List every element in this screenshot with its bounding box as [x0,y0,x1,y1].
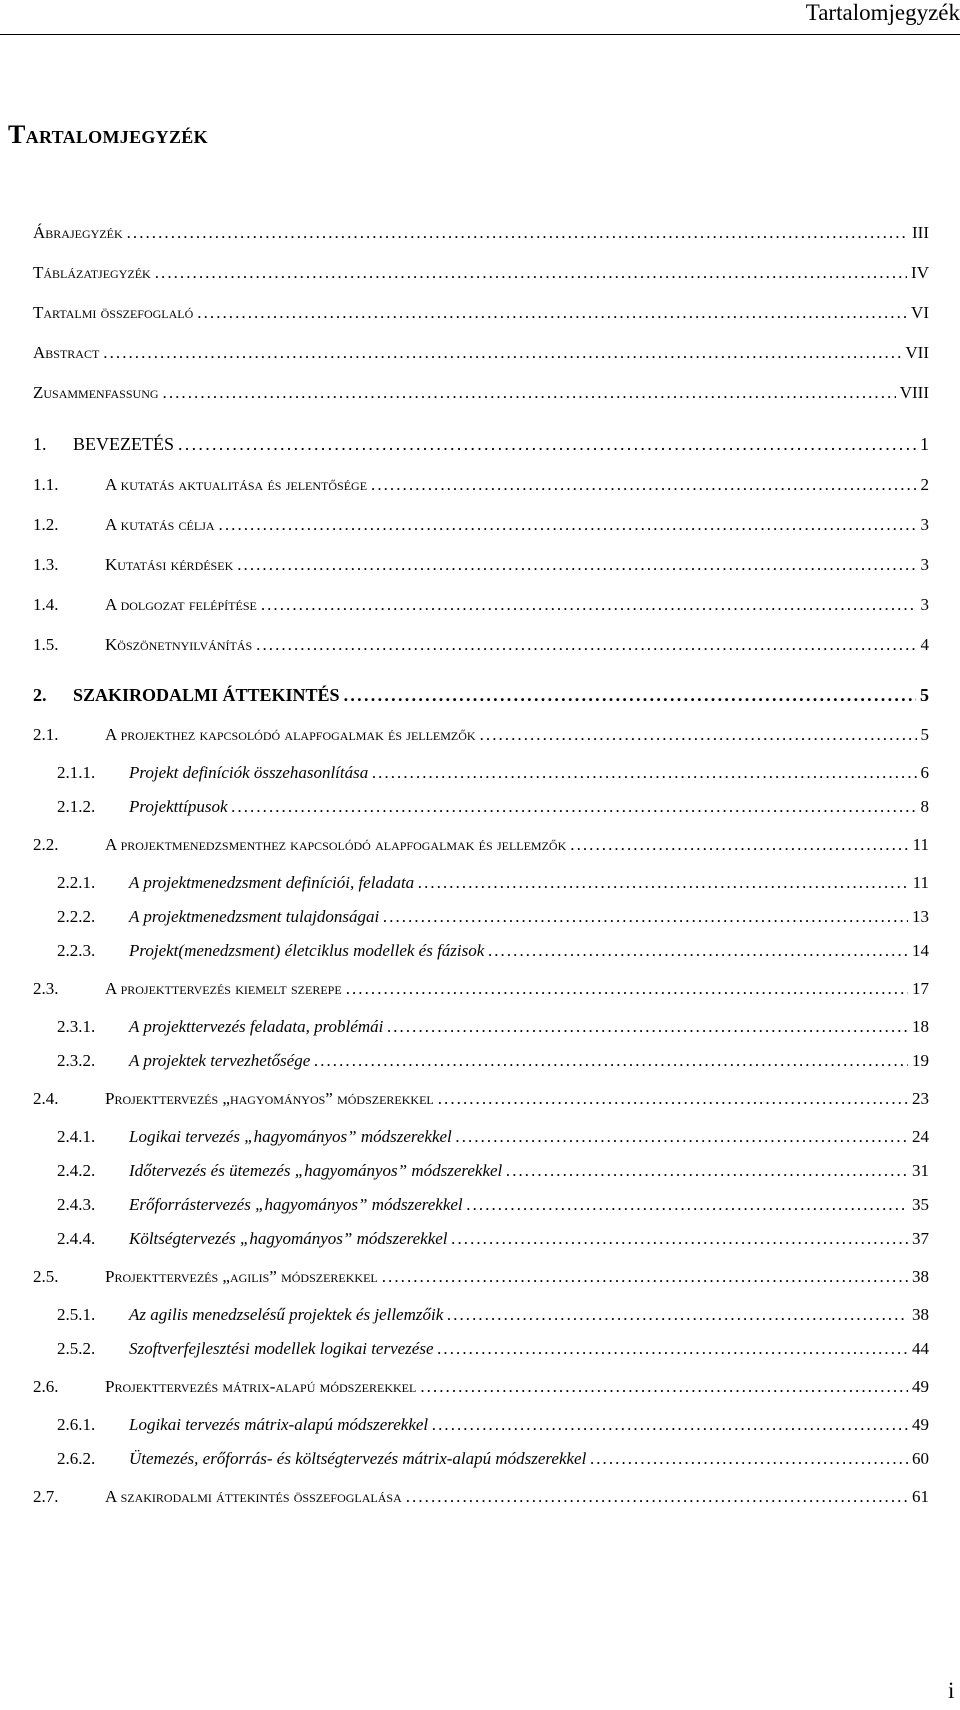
toc-entry-page: 17 [912,979,929,998]
dot-leader [590,1448,908,1470]
toc-entry-title: A dolgozat felépítése [105,595,257,614]
toc-entry-number: 2. [33,685,47,705]
toc-entry-page: 3 [920,515,929,534]
dot-leader [314,1050,908,1072]
toc-entry-page: 4 [920,635,929,654]
dot-leader [372,762,916,784]
toc-entry-title: A szakirodalmi áttekintés összefoglalása [105,1487,402,1506]
toc-entry-title: Projekt definíciók összehasonlítása [129,763,369,782]
dot-leader [488,940,908,962]
dot-leader [178,433,916,455]
toc-entry-page: 24 [912,1127,929,1146]
toc-entry-title: Időtervezés és ütemezés „hagyományos” módszerekkel [129,1161,503,1180]
toc-entry-2-5-2[interactable] [57,1338,929,1360]
toc-entry-page: 6 [920,763,929,782]
toc-entry-1-1[interactable] [33,474,929,496]
toc-entry-title: Erőforrástervezés „hagyományos” módszerekkel [129,1195,463,1214]
toc-entry-2-6-1[interactable] [57,1414,929,1436]
toc-entry-2-6[interactable] [33,1376,929,1398]
toc-entry-page: VII [905,343,929,362]
dot-leader [570,834,908,856]
dot-leader [447,1304,908,1326]
toc-entry-page: IV [911,263,929,282]
dot-leader [432,1414,908,1436]
toc-entry-2-6-2[interactable] [57,1448,929,1470]
toc-entry-number: 2.2.1. [57,873,96,892]
toc-entry-1-3[interactable] [33,554,929,576]
toc-entry-2-3-2[interactable] [57,1050,929,1072]
toc-entry-page: 13 [912,907,929,926]
toc-entry-number: 2.1.2. [57,797,96,816]
toc-entry-page: 18 [912,1017,929,1036]
toc-entry-2-4-1[interactable] [57,1126,929,1148]
dot-leader [103,342,901,364]
toc-entry-title: BEVEZETÉS [73,434,174,454]
toc-entry-title: A projekttervezés feladata, problémái [129,1017,384,1036]
toc-entry-2-4-4[interactable] [57,1228,929,1250]
toc-entry-number: 2.6. [33,1377,59,1396]
toc-entry-page: III [912,223,929,242]
dot-leader [346,978,908,1000]
toc-entry-title: Ábrajegyzék [33,223,123,242]
toc-entry-number: 2.4.4. [57,1229,96,1248]
toc-entry-title: Projekt(menedzsment) életciklus modellek és fázisok [129,941,485,960]
toc-entry-number: 2.6.1. [57,1415,96,1434]
toc-entry-title: Táblázatjegyzék [33,263,151,282]
toc-entry-page: 23 [912,1089,929,1108]
dot-leader [232,796,917,818]
toc-entry-2-2-3[interactable] [57,940,929,962]
toc-entry-2-2-1[interactable] [57,872,929,894]
dot-leader [371,474,916,496]
toc-entry-page: 37 [912,1229,929,1248]
toc-entry-number: 2.7. [33,1487,59,1506]
toc-entry-number: 2.2. [33,835,59,854]
dot-leader [420,1376,908,1398]
toc-entry-page: 14 [912,941,929,960]
toc-entry-title: Logikai tervezés „hagyományos” módszerekkel [129,1127,452,1146]
toc-entry-page: 19 [912,1051,929,1070]
toc-entry-title: Ütemezés, erőforrás- és költségtervezés mátrix-alapú módszerekkel [129,1449,587,1468]
toc-entry-title: Projekttervezés mátrix-alapú módszerekkel [105,1377,417,1396]
toc-entry-number: 2.5.2. [57,1339,96,1358]
toc-entry-number: 2.6.2. [57,1449,96,1468]
dot-leader [480,724,917,746]
toc-entry-title: A projektmenedzsment tulajdonságai [129,907,380,926]
toc-entry-number: 2.4.3. [57,1195,96,1214]
toc-entry-title: Projekttervezés „hagyományos” módszerekkel [105,1089,434,1108]
toc-entry-page: 31 [912,1161,929,1180]
toc-entry-page: 3 [920,555,929,574]
toc-entry-title: Zusammenfassung [33,383,159,402]
dot-leader [438,1088,908,1110]
dot-leader [467,1194,908,1216]
dot-leader [219,514,917,536]
toc-entry-2-2-2[interactable] [57,906,929,928]
toc-entry-title: Költségtervezés „hagyományos” módszerekkel [129,1229,448,1248]
dot-leader [438,1338,909,1360]
toc-entry-2-5-1[interactable] [57,1304,929,1326]
toc-entry-page: VI [911,303,929,322]
toc-entry-page: 3 [920,595,929,614]
page-title: Tartalomjegyzék [8,120,208,149]
toc-entry-1-5[interactable] [33,634,929,656]
toc-entry-number: 1.3. [33,555,59,574]
toc-entry-page: 38 [912,1267,929,1286]
toc-entry-page: 44 [912,1339,929,1358]
toc-entry-page: 49 [912,1415,929,1434]
toc-entry-chapter-2[interactable] [33,684,929,706]
toc-entry-abstract[interactable] [33,342,929,364]
toc-entry-number: 2.4.1. [57,1127,96,1146]
toc-entry-title: Az agilis menedzselésű projektek és jellemzőik [129,1305,444,1324]
toc-entry-2-4-3[interactable] [57,1194,929,1216]
toc-entry-2-7[interactable] [33,1486,929,1508]
toc-entry-page: 11 [912,835,929,854]
dot-leader [261,594,917,616]
toc-entry-title: A kutatás aktualitása és jelentősége [105,475,368,494]
dot-leader [383,906,908,928]
toc-entry-number: 1.2. [33,515,59,534]
dot-leader [387,1016,908,1038]
toc-entry-number: 1.5. [33,635,59,654]
dot-leader [418,872,908,894]
dot-leader [406,1486,908,1508]
toc-entry-2-1[interactable] [33,724,929,746]
toc-entry-title: SZAKIRODALMI ÁTTEKINTÉS [73,685,340,705]
toc-entry-number: 2.4. [33,1089,59,1108]
toc-entry-chapter-1[interactable] [33,433,929,455]
toc-entry-number: 2.2.2. [57,907,96,926]
toc-entry-number: 2.4.2. [57,1161,96,1180]
toc-entry-tablazatjegyzek[interactable] [33,262,929,284]
toc-entry-abrajegyzek[interactable] [33,222,929,244]
page-number: i [948,1678,955,1703]
toc-entry-page: 5 [920,685,929,705]
toc-entry-number: 2.5. [33,1267,59,1286]
dot-leader [155,262,907,284]
toc-entry-title: Köszönetnyilvánítás [105,635,253,654]
toc-entry-title: Logikai tervezés mátrix-alapú módszerekkel [129,1415,429,1434]
toc-entry-2-1-1[interactable] [57,762,929,784]
toc-entry-page: 8 [920,797,929,816]
toc-entry-number: 1. [33,434,47,454]
dot-leader [506,1160,908,1182]
toc-entry-number: 2.3.1. [57,1017,96,1036]
toc-entry-title: Abstract [33,343,100,362]
dot-leader [127,222,908,244]
toc-entry-page: 5 [920,725,929,744]
toc-entry-1-2[interactable] [33,514,929,536]
dot-leader [163,382,896,404]
toc-entry-title: Projekttípusok [129,797,228,816]
toc-entry-title: A kutatás célja [105,515,215,534]
toc-entry-2-5[interactable] [33,1266,929,1288]
toc-entry-number: 2.1.1. [57,763,96,782]
dot-leader [256,634,916,656]
dot-leader [344,684,916,706]
toc-entry-title: A projekttervezés kiemelt szerepe [105,979,342,998]
dot-leader [452,1228,908,1250]
toc-entry-title: Kutatási kérdések [105,555,234,574]
toc-entry-title: A projektmenedzsmenthez kapcsolódó alapfogalmak és jellemzők [105,835,567,854]
dot-leader [197,302,907,324]
toc-entry-page: 49 [912,1377,929,1396]
toc-entry-number: 2.3. [33,979,59,998]
dot-leader [237,554,916,576]
toc-entry-title: Projekttervezés „agilis” módszerekkel [105,1267,378,1286]
toc-entry-number: 2.2.3. [57,941,96,960]
toc-entry-page: VIII [899,383,929,402]
running-header: Tartalomjegyzék [805,0,960,25]
toc-entry-title: Tartalmi összefoglaló [33,303,194,322]
toc-entry-2-3-1[interactable] [57,1016,929,1038]
toc-entry-title: Szoftverfejlesztési modellek logikai tervezése [129,1339,434,1358]
toc-entry-number: 1.1. [33,475,59,494]
toc-entry-title: A projektmenedzsment definíciói, feladata [129,873,415,892]
dot-leader [382,1266,908,1288]
toc-entry-page: 1 [920,434,929,454]
toc-entry-page: 2 [920,475,929,494]
toc-entry-number: 2.5.1. [57,1305,96,1324]
toc-entry-page: 35 [912,1195,929,1214]
toc-entry-title: A projekthez kapcsolódó alapfogalmak és jellemzők [105,725,476,744]
toc-entry-2-3[interactable] [33,978,929,1000]
toc-entry-number: 1.4. [33,595,59,614]
toc-entry-number: 2.1. [33,725,59,744]
toc-entry-number: 2.3.2. [57,1051,96,1070]
toc-entry-2-1-2[interactable] [57,796,929,818]
toc-entry-2-2[interactable] [33,834,929,856]
dot-leader [456,1126,908,1148]
toc-entry-page: 60 [912,1449,929,1468]
toc-entry-page: 11 [912,873,929,892]
toc-entry-tartalmi-osszefoglalo[interactable] [33,302,929,324]
toc-entry-2-4[interactable] [33,1088,929,1110]
toc-entry-page: 38 [912,1305,929,1324]
toc-entry-page: 61 [912,1487,929,1506]
toc-entry-title: A projektek tervezhetősége [129,1051,311,1070]
toc-entry-zusammenfassung[interactable] [33,382,929,404]
toc-entry-2-4-2[interactable] [57,1160,929,1182]
toc-entry-1-4[interactable] [33,594,929,616]
